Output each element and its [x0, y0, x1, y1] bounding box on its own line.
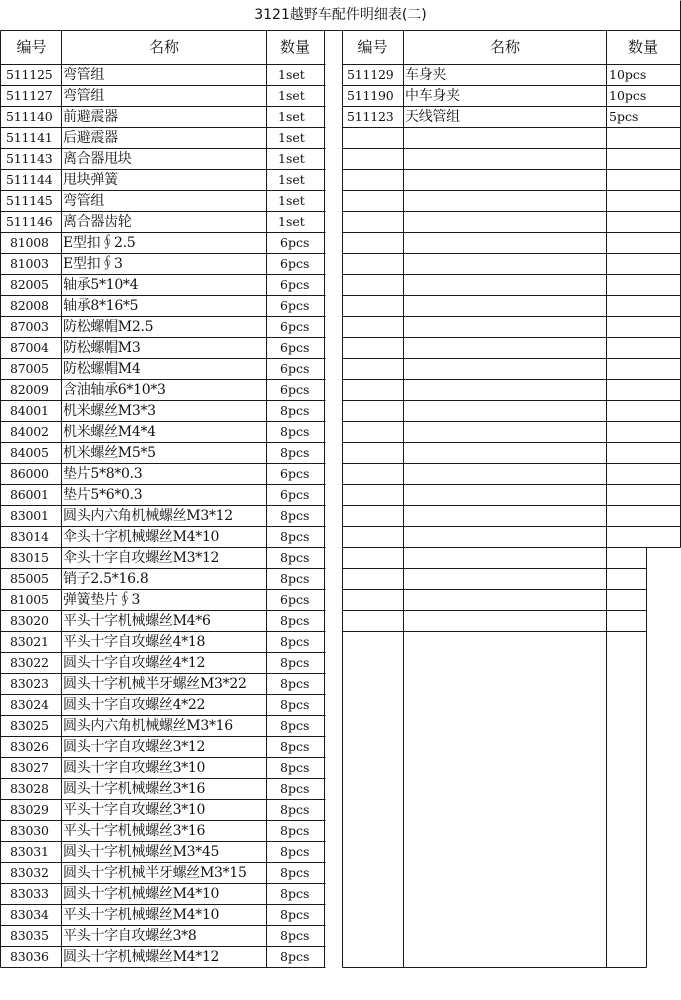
- left-row-name: 垫片5*6*0.3: [63, 487, 143, 503]
- left-row-qty: 6pcs: [280, 277, 310, 292]
- left-row-qty: 1set: [278, 172, 305, 187]
- left-row-qty: 8pcs: [280, 844, 310, 859]
- left-row-code: 511125: [6, 67, 53, 82]
- left-row-name: 轴承8*16*5: [63, 298, 139, 314]
- left-row-code: 83029: [10, 802, 49, 817]
- left-row-name: 平头十字自攻螺丝3*8: [63, 928, 197, 944]
- left-row-code: 83031: [10, 844, 49, 859]
- left-row-name: 含油轴承6*10*3: [63, 382, 166, 398]
- left-row-code: 83035: [10, 928, 49, 943]
- left-row-code: 511145: [6, 193, 53, 208]
- left-row-qty: 8pcs: [280, 739, 310, 754]
- right-row-qty: 10pcs: [609, 67, 647, 82]
- left-row-qty: 8pcs: [280, 529, 310, 544]
- left-row-name: 圆头十字机械半牙螺丝M3*15: [63, 865, 247, 881]
- left-row-name: 离合器甩块: [63, 151, 132, 167]
- left-row-qty: 6pcs: [280, 487, 310, 502]
- right-row-qty: 10pcs: [609, 88, 647, 103]
- left-row-name: 甩块弹簧: [63, 172, 118, 188]
- sheet-title: 3121越野车配件明细表(二): [254, 7, 427, 23]
- left-row-name: 弯管组: [63, 88, 105, 104]
- left-row-qty: 8pcs: [280, 823, 310, 838]
- left-row-code: 83028: [10, 781, 49, 796]
- left-row-name: 圆头十字自攻螺丝4*12: [63, 655, 206, 671]
- left-row-code: 83020: [10, 613, 49, 628]
- left-row-name: 圆头十字自攻螺丝3*10: [63, 760, 206, 776]
- left-row-qty: 6pcs: [280, 298, 310, 313]
- left-row-code: 82009: [10, 382, 49, 397]
- left-row-code: 511140: [6, 109, 53, 124]
- left-row-code: 83021: [10, 634, 49, 649]
- left-row-code: 84005: [10, 445, 49, 460]
- left-row-code: 84002: [10, 424, 49, 439]
- left-row-code: 87003: [10, 319, 49, 334]
- left-row-name: 圆头十字自攻螺丝3*12: [63, 739, 206, 755]
- left-row-name: 机米螺丝M4*4: [63, 424, 156, 440]
- left-row-code: 511127: [6, 88, 53, 103]
- left-row-qty: 1set: [278, 130, 305, 145]
- left-row-qty: 8pcs: [280, 550, 310, 565]
- left-row-code: 83001: [10, 508, 49, 523]
- left-row-qty: 1set: [278, 151, 305, 166]
- right-row-name: 车身夹: [405, 67, 447, 83]
- left-row-qty: 8pcs: [280, 949, 310, 964]
- left-row-name: 轴承5*10*4: [63, 277, 139, 293]
- right-row-name: 天线管组: [405, 109, 460, 125]
- left-row-name: E型扣∮2.5: [63, 235, 136, 251]
- left-row-code: 83014: [10, 529, 49, 544]
- left-row-code: 86000: [10, 466, 49, 481]
- left-row-name: 后避震器: [63, 130, 118, 146]
- right-header-code: 编号: [357, 38, 388, 56]
- left-row-qty: 1set: [278, 214, 305, 229]
- right-header-qty: 数量: [627, 38, 658, 56]
- left-row-qty: 1set: [278, 67, 305, 82]
- right-row-code: 511190: [347, 88, 394, 103]
- left-row-code: 83026: [10, 739, 49, 754]
- left-row-name: 机米螺丝M3*3: [63, 403, 156, 419]
- left-row-name: 圆头十字机械螺丝M4*10: [63, 886, 220, 902]
- left-row-qty: 8pcs: [280, 718, 310, 733]
- left-row-qty: 6pcs: [280, 235, 310, 250]
- left-row-code: 83032: [10, 865, 49, 880]
- left-row-code: 86001: [10, 487, 49, 502]
- left-row-code: 82008: [10, 298, 49, 313]
- right-row-name: 中车身夹: [405, 88, 460, 104]
- left-row-name: 防松螺帽M3: [63, 340, 141, 356]
- left-row-code: 83015: [10, 550, 49, 565]
- left-row-name: 平头十字自攻螺丝3*10: [63, 802, 206, 818]
- left-row-qty: 8pcs: [280, 403, 310, 418]
- left-row-code: 81005: [10, 592, 49, 607]
- left-row-qty: 8pcs: [280, 613, 310, 628]
- left-row-code: 81003: [10, 256, 49, 271]
- left-row-qty: 8pcs: [280, 445, 310, 460]
- left-row-code: 87005: [10, 361, 49, 376]
- left-row-qty: 8pcs: [280, 571, 310, 586]
- left-row-code: 83022: [10, 655, 49, 670]
- left-row-qty: 6pcs: [280, 592, 310, 607]
- left-row-code: 83030: [10, 823, 49, 838]
- left-row-qty: 6pcs: [280, 361, 310, 376]
- left-row-code: 82005: [10, 277, 49, 292]
- left-row-qty: 6pcs: [280, 256, 310, 271]
- right-row-code: 511123: [347, 109, 394, 124]
- left-row-name: 离合器齿轮: [63, 214, 132, 230]
- left-header-qty: 数量: [279, 38, 310, 56]
- left-row-code: 81008: [10, 235, 49, 250]
- right-row-code: 511129: [347, 67, 394, 82]
- left-row-qty: 6pcs: [280, 319, 310, 334]
- left-row-code: 511146: [6, 214, 53, 229]
- left-row-name: 圆头十字机械螺丝M4*12: [63, 949, 220, 965]
- left-row-code: 83036: [10, 949, 49, 964]
- left-row-qty: 8pcs: [280, 928, 310, 943]
- left-row-name: E型扣∮3: [63, 256, 123, 272]
- left-row-qty: 8pcs: [280, 697, 310, 712]
- left-row-name: 圆头十字机械半牙螺丝M3*22: [63, 676, 247, 692]
- left-header-name: 名称: [148, 38, 179, 56]
- left-row-name: 伞头十字机械螺丝M4*10: [63, 529, 220, 545]
- left-row-name: 圆头十字机械螺丝M3*45: [63, 844, 220, 860]
- left-row-name: 平头十字机械螺丝M4*10: [63, 907, 220, 923]
- left-row-name: 弯管组: [63, 193, 105, 209]
- left-row-code: 87004: [10, 340, 49, 355]
- right-header-name: 名称: [489, 38, 520, 56]
- left-row-code: 84001: [10, 403, 49, 418]
- left-row-qty: 8pcs: [280, 508, 310, 523]
- left-row-code: 83024: [10, 697, 49, 712]
- left-row-name: 平头十字自攻螺丝4*18: [63, 634, 206, 650]
- left-row-name: 圆头十字自攻螺丝4*22: [63, 697, 206, 713]
- left-row-name: 前避震器: [63, 109, 118, 125]
- left-row-qty: 6pcs: [280, 340, 310, 355]
- left-row-name: 平头十字机械螺丝M4*6: [63, 613, 211, 629]
- left-row-qty: 8pcs: [280, 886, 310, 901]
- left-row-name: 伞头十字自攻螺丝M3*12: [63, 550, 220, 566]
- left-row-name: 圆头十字机械螺丝3*16: [63, 781, 206, 797]
- left-row-code: 83023: [10, 676, 49, 691]
- left-row-qty: 8pcs: [280, 424, 310, 439]
- left-row-name: 平头十字机械螺丝3*16: [63, 823, 206, 839]
- left-row-qty: 8pcs: [280, 655, 310, 670]
- left-row-name: 防松螺帽M2.5: [63, 319, 154, 335]
- left-row-code: 83027: [10, 760, 49, 775]
- left-row-qty: 8pcs: [280, 865, 310, 880]
- left-row-name: 机米螺丝M5*5: [63, 445, 156, 461]
- left-row-name: 圆头内六角机械螺丝M3*16: [63, 718, 233, 734]
- left-row-qty: 8pcs: [280, 802, 310, 817]
- left-row-qty: 1set: [278, 193, 305, 208]
- left-row-code: 511143: [6, 151, 53, 166]
- left-row-qty: 6pcs: [280, 466, 310, 481]
- left-row-code: 511144: [6, 172, 53, 187]
- left-row-qty: 6pcs: [280, 382, 310, 397]
- left-row-name: 防松螺帽M4: [63, 361, 141, 377]
- left-row-qty: 8pcs: [280, 907, 310, 922]
- left-row-name: 弯管组: [63, 67, 105, 83]
- left-row-name: 垫片5*8*0.3: [63, 466, 143, 482]
- left-row-code: 83034: [10, 907, 49, 922]
- left-row-code: 83025: [10, 718, 49, 733]
- left-row-name: 销子2.5*16.8: [63, 571, 149, 587]
- left-header-code: 编号: [16, 38, 47, 56]
- left-row-qty: 8pcs: [280, 634, 310, 649]
- left-row-qty: 1set: [278, 109, 305, 124]
- left-row-qty: 8pcs: [280, 760, 310, 775]
- left-row-qty: 1set: [278, 88, 305, 103]
- left-row-qty: 8pcs: [280, 676, 310, 691]
- left-row-code: 511141: [6, 130, 53, 145]
- left-row-qty: 8pcs: [280, 781, 310, 796]
- left-row-code: 85005: [10, 571, 49, 586]
- left-row-name: 圆头内六角机械螺丝M3*12: [63, 508, 233, 524]
- left-row-code: 83033: [10, 886, 49, 901]
- left-row-name: 弹簧垫片∮3: [63, 592, 141, 608]
- right-row-qty: 5pcs: [609, 109, 639, 124]
